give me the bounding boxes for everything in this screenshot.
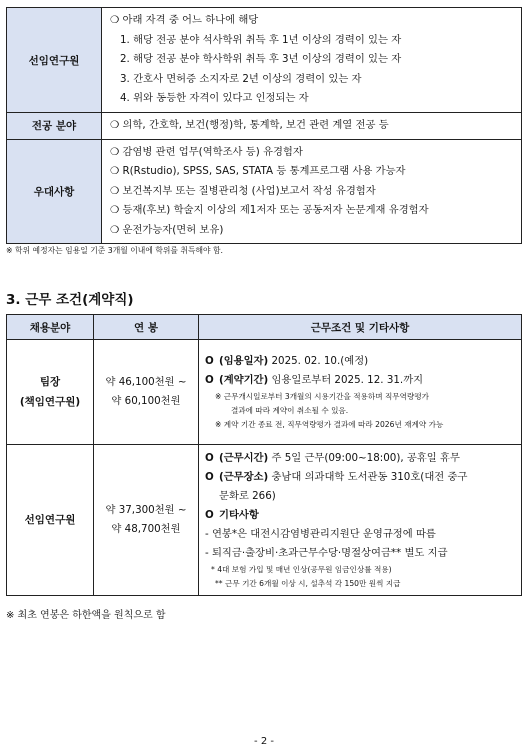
- senior-item-2: 2. 해당 전공 분야 학사학위 취득 후 3년 이상의 경력이 있는 자: [120, 53, 402, 66]
- etc-item-2: - 퇴직금·출장비·초과근무수당·명절상여금** 별도 지급: [205, 547, 448, 559]
- page-number: - 2 -: [254, 736, 274, 747]
- work-place-cont: 문화로 266): [219, 490, 276, 502]
- senior-salary-min: 약 37,300천원 ~: [105, 504, 187, 516]
- senior-salary-max: 약 48,700천원: [111, 523, 181, 535]
- major-cell: [102, 113, 522, 140]
- preference-item-2: ❍ R(Rstudio), SPSS, SAS, STATA 등 통계프로그램 사용 가능자: [110, 165, 406, 177]
- etc-item-1: - 연봉*은 대전시감염병관리지원단 운영규정에 따름: [205, 528, 436, 540]
- major-label: 전공 분야: [7, 113, 102, 140]
- work-place: O (근무장소) 충남대 의과대학 도서관동 310호(대전 중구: [205, 468, 515, 487]
- circle-bullet-icon: O: [205, 452, 214, 464]
- preference-item-5: ❍ 운전가능자(면허 보유): [110, 223, 224, 236]
- work-conditions-table: [6, 314, 522, 596]
- preference-label: 우대사항: [7, 139, 102, 244]
- senior-item-1: 1. 해당 전공 분야 석사학위 취득 후 1년 이상의 경력이 있는 자: [120, 33, 402, 46]
- circle-bullet-icon: O: [205, 355, 214, 367]
- senior-researcher-row: [7, 445, 522, 596]
- contract-period: O (계약기간) 임용일로부터 2025. 12. 31.까지: [205, 371, 515, 390]
- team-leader-subtitle: (책임연구원): [19, 396, 81, 408]
- preference-item-3: ❍ 보건복지부 또는 질병관리청 (사업)보고서 작성 유경험자: [110, 184, 376, 197]
- degree-footnote: ※ 학위 예정자는 임용일 기준 3개월 이내에 학위를 취득해야 함.: [6, 246, 224, 255]
- probation-note-cont: 결과에 따라 계약이 취소될 수 있음.: [231, 406, 349, 415]
- etc-heading: O 기타사항: [205, 506, 515, 525]
- major-text: ❍ 의학, 간호학, 보건(행정)학, 통계학, 보건 관련 계열 전공 등: [110, 119, 389, 131]
- circle-bullet-icon: O: [205, 471, 214, 483]
- conditions-bottom-cell: [199, 445, 522, 596]
- salary-footnote: ※ 최초 연봉은 하한액을 원칙으로 함: [6, 610, 166, 621]
- senior-qualification-row: [7, 8, 522, 113]
- team-leader-salary-max: 약 60,100천원: [111, 395, 181, 407]
- senior-item-4: 4. 위와 동등한 자격이 있다고 인정되는 자: [120, 92, 309, 105]
- preference-row: [7, 139, 522, 244]
- senior-researcher-position: [7, 445, 94, 596]
- senior-item-3: 3. 간호사 면허증 소지자로 2년 이상의 경력이 있는 자: [120, 72, 362, 85]
- circle-bullet-icon: O: [205, 509, 214, 521]
- senior-researcher-title: 선임연구원: [24, 514, 76, 526]
- senior-qualification-cell: [102, 8, 522, 113]
- bonus-note: ** 근무 기간 6개월 이상 시, 설추석 각 150만 원씩 지급: [215, 579, 401, 588]
- major-row: [7, 113, 522, 140]
- senior-intro: ❍ 아래 자격 중 어느 하나에 해당: [110, 14, 259, 27]
- team-leader-salary-min: 약 46,100천원 ~: [105, 376, 187, 388]
- renewal-note: ※ 계약 기간 종료 전, 직무역량평가 결과에 따라 2026년 재계약 가능: [215, 420, 444, 429]
- header-conditions: 근무조건 및 기타사항: [199, 315, 522, 340]
- qualification-table: [6, 7, 522, 244]
- section-title: 3. 근무 조건(계약직): [6, 292, 134, 308]
- preference-cell: [102, 139, 522, 244]
- preference-item-4: ❍ 등재(후보) 학술지 이상의 제1저자 또는 공동저자 논문게재 유경험자: [110, 204, 429, 216]
- team-leader-row: [7, 340, 522, 445]
- work-hours: O (근무시간) 주 5일 근무(09:00~18:00), 공휴일 휴무: [205, 449, 515, 468]
- appointment-date: O (임용일자) 2025. 02. 10.(예정): [205, 352, 515, 371]
- team-leader-title: 팀장: [39, 376, 61, 388]
- senior-researcher-salary: [94, 445, 199, 596]
- insurance-note: * 4대 보험 가입 및 매년 인상(공무원 임금인상률 적용): [211, 565, 392, 574]
- work-table-header: [7, 315, 522, 340]
- header-salary: 연 봉: [94, 315, 199, 340]
- team-leader-salary: [94, 340, 199, 445]
- senior-label: 선임연구원: [7, 8, 102, 113]
- conditions-top-cell: [199, 340, 522, 445]
- header-position: 채용분야: [7, 315, 94, 340]
- circle-bullet-icon: O: [205, 374, 214, 386]
- team-leader-position: [7, 340, 94, 445]
- preference-item-1: ❍ 감염병 관련 업무(역학조사 등) 유경험자: [110, 145, 303, 158]
- probation-note: ※ 근무개시일로부터 3개월의 시용기간을 적용하며 직무역량평가: [215, 392, 429, 401]
